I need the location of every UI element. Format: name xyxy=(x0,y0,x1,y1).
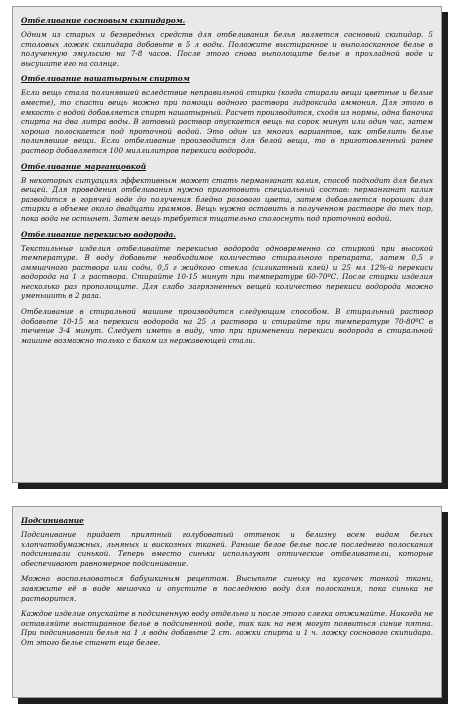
article-card-bluing xyxy=(12,506,442,698)
paragraph: Подсинивание придает приятный голубоватый оттенок и белизну всем видам белых хлопчатобумажных, льняных и вискозных тканей. Раньше белое белье после последнего полоскания подсинивали синькой. Теперь вместо синьки используют оптические отбеливатели, которые обеспечивают равномерное подсинивание. xyxy=(21,530,433,568)
paragraph: В некоторых ситуациях эффективным может стать перманганат калия, способ подходит для белых вещей. Для проведения отбеливания нужно приготовить специальный состав: перманганат калия разводится в горячей воде до получения бледно розового цвета, затем добавляется порошок для стирки в объеме около двадцати граммов. Вещь нужно оставить в полученном растворе до тех пор, пока вода не остынет. Затем вещь требуется тщательно сполоснуть под проточной водой. xyxy=(21,175,433,223)
paragraph: Отбеливание в стиральной машине производится следующим способом. В стиральный раствор добавьте 10-15 мл перекиси водорода на 25 л раствора и стирайте при температуре 70-80ºС в течение 3-4 минут. Следует иметь в виду, что при применении перекиси водорода в стиральной машине возможно только с баком из нержавеющей стали. xyxy=(21,307,433,345)
paragraph: Можно воспользоваться бабушкиным рецептом. Высыпьте синьку на кусочек тонкой ткани, завяжите её в виде мешочка и опустите в последнюю воду для полоскания, пока синька не растворится. xyxy=(21,574,433,603)
paragraph: Одним из старых и безвредных средств для отбеливания белья является сосновый скипидар. 5 столовых ложек скипидара добавьте в 5 л воды. Положите выстиранное и выполосканное белье в полученную эмульсию на 7-8 часов. После этого снова выполощите белье в прохладной воде и высушите его на солнце. xyxy=(21,30,433,68)
section-title-turpentine: Отбеливание сосновым скипидаром. xyxy=(21,16,186,25)
section-title-ammonia: Отбеливание нашатырным спиртом xyxy=(21,74,190,84)
section-title-bluing: Подсинивание xyxy=(21,516,84,525)
paragraph: Если вещь стала полинявшей вследствие неправильной стирки (когда стирали вещи цветные и белые вместе), то спасти вещь можно при помощи водного раствора гидроксида аммония. Для этого в емкость с водой добавляется спирт нашатырный. Расчет производится, сходя из нормы, одна баночка спирта на два литра воды. В готовый раствор опускается вещь на сорок минут или один час, затем хорошо полоскается под проточной водой. Это один из многих вариантов, как отбелить белье полинявшие вещи. Если отбеливание производится для белой вещи, то в приготовленный ранее раствор добавляется 100 миллилитров перекиси водорода. xyxy=(21,88,433,155)
section-title-permanganate: Отбеливание марганцовкой xyxy=(21,161,147,171)
paragraph: Текстильные изделия отбеливайте перекисью водорода одновременно со стиркой при высокой температуре. В воду добавьте необходимое количество стирального препарата, затем 0,5 г аммиачного раствора или соды, 0,5 г жидкого стекла (силикатный клей) и 25 мл 12%-й перекиси водорода на 1 л раствора. Стирайте 10-15 минут при температуре 60-70ºС. После стирки изделия несколько раз прополощите. Для слабо загрязненных вещей количество перекиси водорода можно уменьшить в 2 раза. xyxy=(21,243,433,301)
paragraph: Каждое изделие опускайте в подсиненную воду отдельно и после этого слегка отжимайте. Никогда не оставляйте выстиранное белье в подсиненной воде, так как на нем могут появиться синие пятна. При подсинивании белья на 1 л воды добавьте 2 ст. ложки спирта и 1 ч. ложку соснового скипидара. От этого белье станет еще белее. xyxy=(21,609,433,647)
section-title-peroxide: Отбеливание перекисью водорода. xyxy=(21,229,176,239)
article-card-whitening xyxy=(12,6,442,483)
